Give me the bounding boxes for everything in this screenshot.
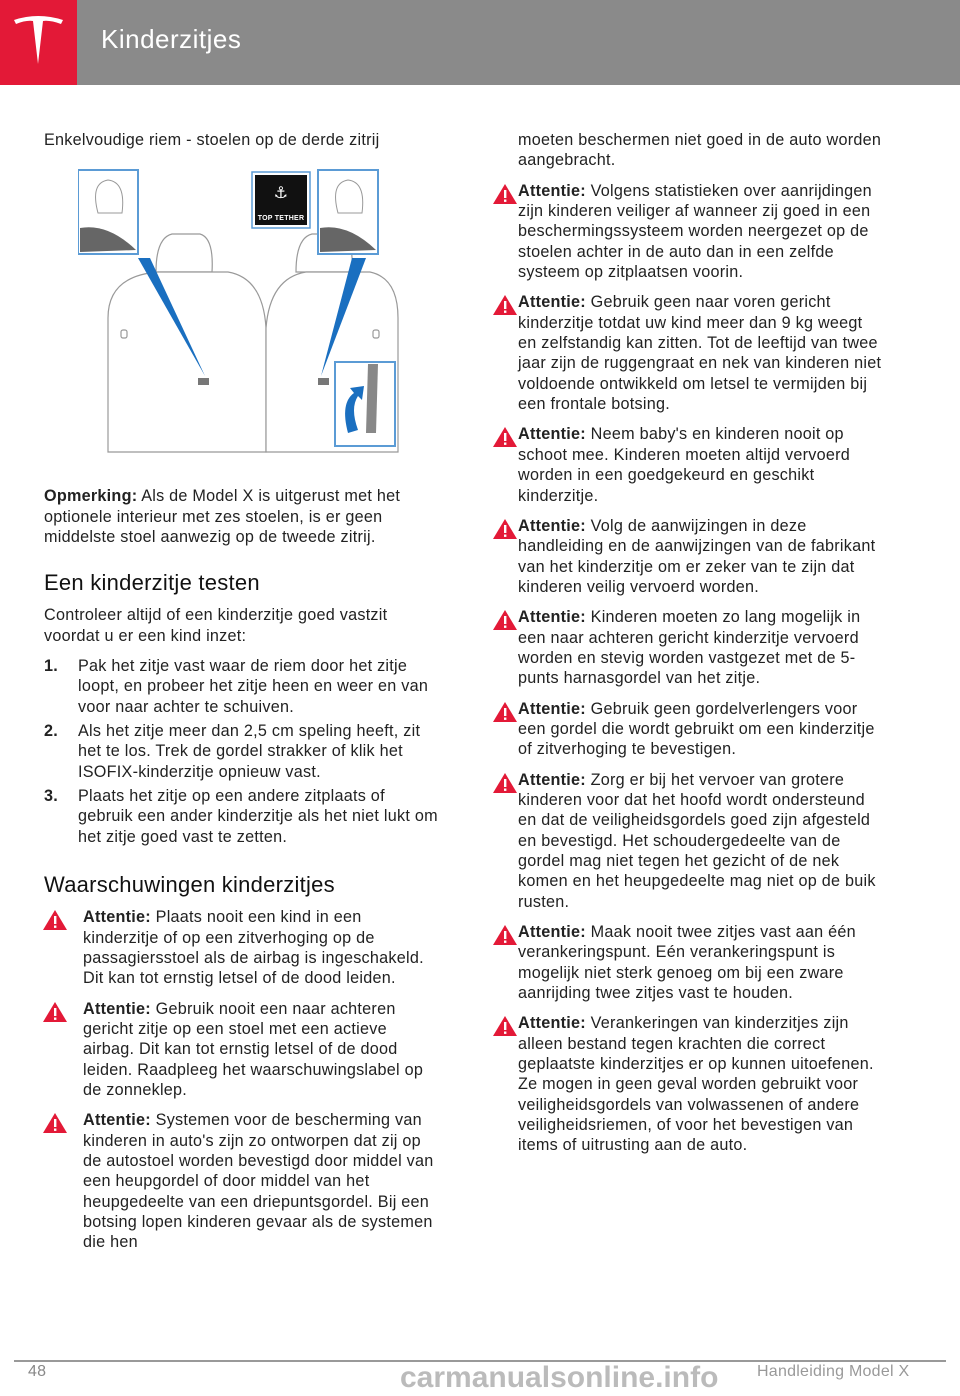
page-number: 48 xyxy=(28,1363,47,1380)
warnings-heading: Waarschuwingen kinderzitjes xyxy=(44,872,335,898)
warning-item xyxy=(492,292,882,414)
warning-label: Attentie: xyxy=(518,181,586,200)
headrest-detail-right xyxy=(318,170,378,254)
svg-text:TOP TETHER: TOP TETHER xyxy=(257,215,305,223)
warning-triangle-icon xyxy=(42,1112,68,1134)
left-column xyxy=(44,130,439,1263)
warning-text: Gebruik nooit een naar achteren gericht zitje op een stoel met een actieve airbag. Dit kan tot ernstig letsel of de dood leiden. Raadpleeg het waarschuwingslabel op de zonneklep. xyxy=(83,999,424,1099)
top-tether-symbol xyxy=(252,172,310,228)
warning-label: Attentie: xyxy=(518,1014,586,1033)
warning-item xyxy=(42,999,439,1101)
warning-label: Attentie: xyxy=(518,770,586,789)
warning-text: Plaats nooit een kind in een kinderzitje of op een zitverhoging op de passagiersstoel als de airbag is ingeschakeld. Dit kan tot ernstig letsel of de dood leiden. xyxy=(83,908,424,988)
seat-tether-illustration xyxy=(78,168,438,458)
warning-item xyxy=(492,1013,882,1155)
warning-item xyxy=(492,922,882,1003)
warning-label: Attentie: xyxy=(518,516,586,535)
manual-title: Handleiding Model X xyxy=(757,1363,910,1380)
warning-triangle-icon xyxy=(492,772,518,794)
page-title: Kinderzitjes xyxy=(101,24,242,54)
steps-list xyxy=(44,656,439,847)
anchor-detail xyxy=(335,362,395,446)
step-text: Pak het zitje vast waar de riem door het zitje loopt, en probeer het zitje heen en weer en van voor naar achter te schuiven. xyxy=(78,657,429,716)
warning-text: Verankeringen van kinderzitjes zijn alleen bestand tegen krachten die correct geplaatste kinderzitjes er op kunnen uitoefenen. Ze mogen in geen geval worden gebruikt voor veiligheidsgordels van volwassenen of andere veiligheidsriemen, of voor het bevestigen van items of uitrusting aan de auto. xyxy=(518,1014,874,1155)
continued-text: moeten beschermen niet goed in de auto worden aangebracht. xyxy=(518,131,882,170)
warning-item xyxy=(492,699,882,760)
test-intro: Controleer altijd of een kinderzitje goed vastzit voordat u er een kind inzet: xyxy=(44,606,388,645)
warning-triangle-icon xyxy=(492,701,518,723)
step-number: 1. xyxy=(44,657,59,676)
warning-triangle-icon xyxy=(492,518,518,540)
step-number: 2. xyxy=(44,722,59,741)
step-item xyxy=(44,721,439,782)
warning-item xyxy=(492,516,882,597)
step-item xyxy=(44,786,439,847)
note: Opmerking: Als de Model X is uitgerust met het optionele interieur met zes stoelen, is er geen middelste stoel aanwezig op de tweede zitrij. xyxy=(44,487,401,547)
warning-label: Attentie: xyxy=(518,425,586,444)
warning-triangle-icon xyxy=(492,609,518,631)
warning-item xyxy=(42,907,439,988)
warning-text: Volg de aanwijzingen in deze handleiding en de aanwijzingen van de fabrikant van het kinderzitje om er zeker van te zijn dat kinderen veilig vervoerd worden. xyxy=(518,516,876,596)
test-heading: Een kinderzitje testen xyxy=(44,570,260,596)
warning-text: Gebruik geen naar voren gericht kinderzitje totdat uw kind meer dan 9 kg weegt en zelfstandig kan zitten. Tot de leeftijd van twee jaar zijn de ruggengraat en nek van kinderen niet voldoende ontwikkeld om letsel te vermijden bij een frontale botsing. xyxy=(518,293,882,414)
warning-text: Systemen voor de bescherming van kinderen in auto's zijn zo ontworpen dat zij op de autostoel worden bevestigd door middel van een heupgordel of door middel van het heupgedeelte van een driepuntsgordel. Bij een botsing lopen kinderen gevaar als de systemen die hen xyxy=(83,1111,434,1252)
warning-triangle-icon xyxy=(492,183,518,205)
warning-triangle-icon xyxy=(42,909,68,931)
warning-label: Attentie: xyxy=(518,293,586,312)
warning-text: Zorg er bij het vervoer van grotere kinderen voor dat het hoofd wordt ondersteund en dat de veiligheidsgordels goed zijn afgesteld en bevestigd. Het schoudergedeelte van de gordel mag niet tegen het gezicht of de nek komen en het heupgedeelte mag niet op de buik rusten. xyxy=(518,770,876,911)
right-column xyxy=(492,130,882,1166)
tesla-logo xyxy=(0,0,77,85)
figure-caption: Enkelvoudige riem - stoelen op de derde zitrij xyxy=(44,131,380,149)
warning-text: Maak nooit twee zitjes vast aan één verankeringspunt. Eén verankeringspunt is mogelijk niet sterk genoeg om bij een zware aanrijding twee zitjes vast te houden. xyxy=(518,923,856,1003)
warning-text: Neem baby's en kinderen nooit op schoot mee. Kinderen moeten altijd vervoerd worden in een goedgekeurd en geschikt kinderzitje. xyxy=(518,425,850,505)
warning-label: Attentie: xyxy=(83,1111,151,1130)
warning-item xyxy=(492,607,882,688)
warning-triangle-icon xyxy=(492,426,518,448)
headrest-detail-left xyxy=(78,170,138,254)
warning-item xyxy=(492,424,882,505)
warning-item xyxy=(492,181,882,283)
warning-triangle-icon xyxy=(492,1015,518,1037)
warning-text: Gebruik geen gordelverlengers voor een gordel die wordt gebruikt om een kinderzitje of zitverhoging te bevestigen. xyxy=(518,699,875,759)
warning-label: Attentie: xyxy=(83,999,151,1018)
step-number: 3. xyxy=(44,787,59,806)
warning-label: Attentie: xyxy=(83,908,151,927)
warning-label: Attentie: xyxy=(518,699,586,718)
warning-triangle-icon xyxy=(492,924,518,946)
warning-text: Kinderen moeten zo lang mogelijk in een naar achteren gericht kinderzitje vervoerd worden en stevig worden vastgezet met de 5-punts harnasgordel van het zitje. xyxy=(518,608,861,688)
watermark: carmanualsonline.info xyxy=(400,1361,719,1394)
warnings-list-right xyxy=(492,181,882,1156)
step-item xyxy=(44,656,439,717)
warning-triangle-icon xyxy=(492,294,518,316)
svg-text:⚓: ⚓ xyxy=(273,183,289,203)
warning-item xyxy=(42,1110,439,1252)
warning-item xyxy=(492,770,882,912)
step-text: Als het zitje meer dan 2,5 cm speling heeft, zit het te los. Trek de gordel strakker of klik het ISOFIX-kinderzitje opnieuw vast. xyxy=(78,722,421,781)
warnings-list-left xyxy=(42,907,439,1253)
warning-triangle-icon xyxy=(42,1001,68,1023)
warning-text: Volgens statistieken over aanrijdingen zijn kinderen veiliger af wanneer zij goed in een beschermingssysteem worden neergezet op de stoelen achter in de auto dan in een zelfde systeem op zitplaatsen voorin. xyxy=(518,181,872,282)
warning-label: Attentie: xyxy=(518,923,586,942)
warning-label: Attentie: xyxy=(518,608,586,627)
step-text: Plaats het zitje op een andere zitplaats of gebruik een ander kinderzitje als het niet lukt om het zitje goed vast te zetten. xyxy=(78,787,438,846)
